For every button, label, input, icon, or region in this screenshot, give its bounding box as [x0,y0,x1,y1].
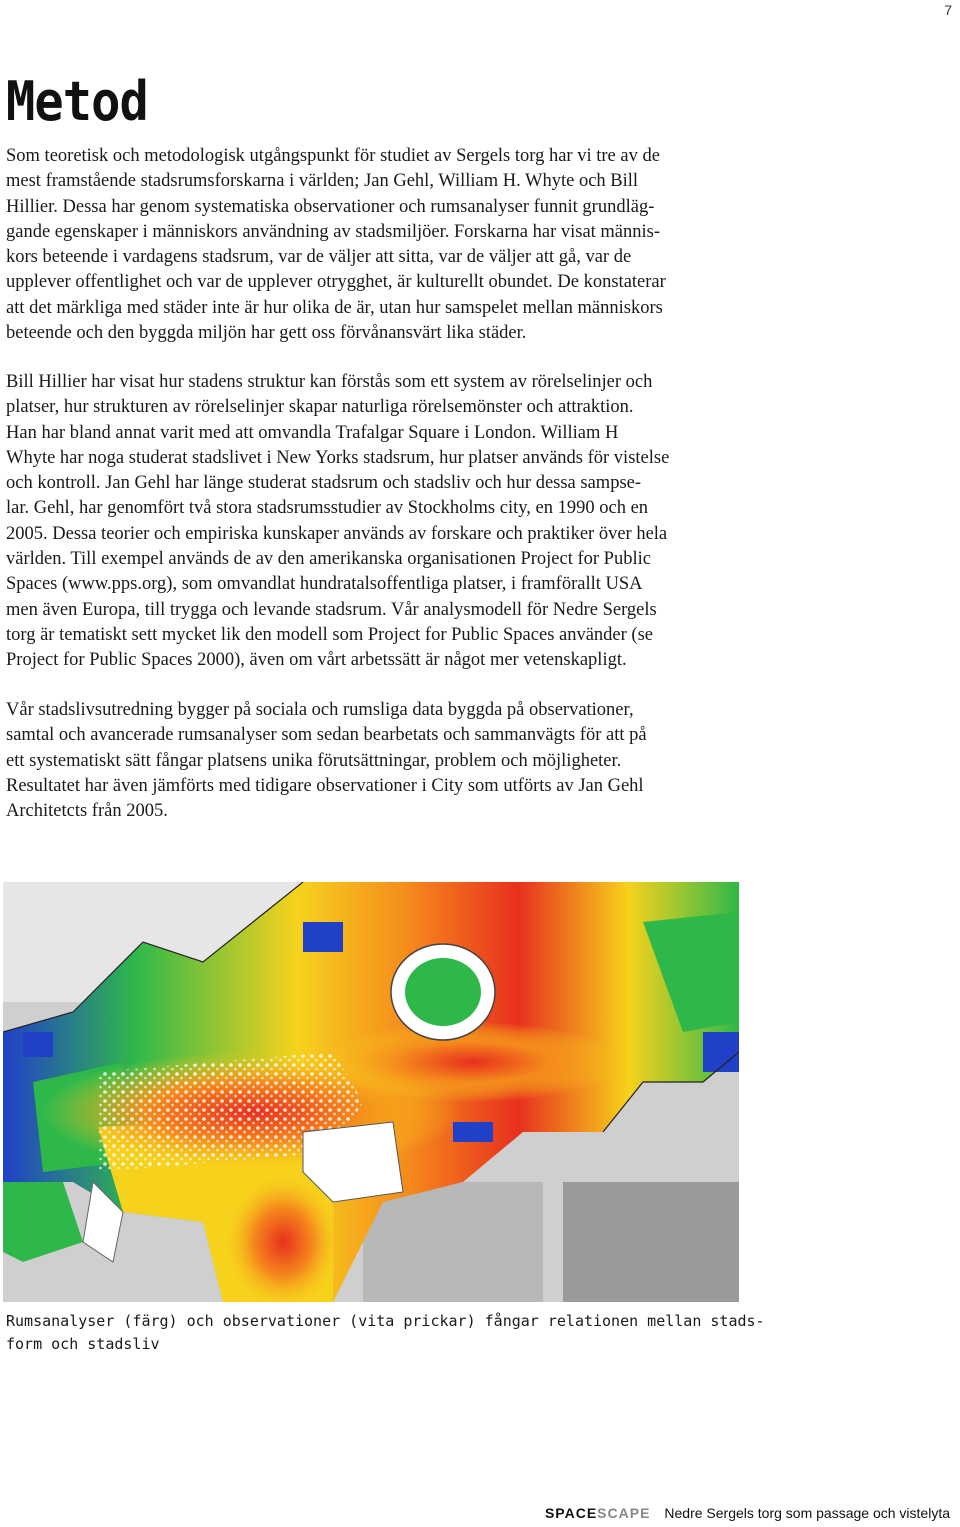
heatmap-graphic [3,882,739,1302]
text-line: Spaces (www.pps.org), som omvandlat hundratalsoffentliga platser, i framförallt USA [6,574,643,595]
text-line: lar. Gehl, har genomfört två stora stadsrumsstudier av Stockholms city, en 1990 och en [6,498,649,519]
brand-logo-part1: SPACE [544,1505,598,1521]
low-zone [303,922,343,952]
low-zone [453,1122,493,1142]
text-line: Hillier. Dessa har genom systematiska observationer och rumsanalyser funnit grundläg- [6,196,655,217]
text-line: världen. Till exempel används de av den amerikanska organisationen Project for Public [6,549,651,570]
low-zone [703,1032,739,1072]
paragraph-1 [6,144,946,346]
text-line: kors beteende i vardagens stadsrum, var de väljer att sitta, var de väljer att gå, var de [6,247,632,268]
text-line: Resultatet har även jämförts med tidigare observationer i City som utförts av Jan Gehl [6,775,644,796]
text-line: torg är tematiskt sett mycket lik den modell som Project for Public Spaces använder (se [6,624,654,645]
text-line: mest framstående stadsrumsforskarna i världen; Jan Gehl, William H. Whyte och Bill [6,171,639,192]
text-line: Han har bland annat varit med att omvandla Trafalgar Square i London. William H [6,422,619,443]
text-line: platser, hur strukturen av rörelselinjer skapar naturliga rörelsemönster och attraktion. [6,397,634,418]
text-line: samtal och avancerade rumsanalyser som sedan bearbetats och sammanvägts för att på [6,725,647,746]
text-line: Architetcts från 2005. [6,801,168,822]
caption-line: form och stadsliv [6,1335,160,1353]
text-line: men även Europa, till trygga och levande stadsrum. Vår analysmodell för Nedre Sergels [6,599,657,620]
text-line: Whyte har noga studerat stadslivet i New Yorks stadsrum, hur platser används för vistelse [6,447,670,468]
low-zone [23,1032,53,1057]
figure-caption [6,1310,765,1356]
page-number: 7 [944,2,952,18]
building-block [563,1182,739,1302]
brand-logo-part2: SCAPE [597,1505,651,1521]
roundabout-center [405,958,481,1026]
page-footer [545,1505,950,1521]
text-line: att det märkliga med städer inte är hur olika de är, utan hur samspelet mellan människors [6,297,663,318]
text-line: ett systematiskt sätt fångar platsens unika förutsättningar, problem och möjligheter. [6,750,622,771]
heat-hotspot [323,1022,623,1102]
text-line: upplever offentlighet och var de upplever otrygghet, är kulturellt obundet. De konstaterar [6,272,666,293]
text-line: gande egenskaper i människors användning av stadsmiljöer. Forskarna har visat männis- [6,221,661,242]
text-line: Vår stadslivsutredning bygger på sociala och rumsliga data byggda på observationer, [6,700,634,720]
caption-line: Rumsanalyser (färg) och observationer (vita prickar) fångar relationen mellan stads- [6,1312,765,1330]
paragraph-3 [6,698,946,824]
text-line: och kontroll. Jan Gehl har länge studerat stadsrum och stadsliv och hur dessa sampse- [6,473,642,494]
text-line: Som teoretisk och metodologisk utgångspunkt för studiet av Sergels torg har vi tre av de [6,146,660,166]
footer-title: Nedre Sergels torg som passage och vistelytа [664,1505,950,1521]
text-line: beteende och den byggda miljön har gett oss förvånansvärt lika städer. [6,323,527,344]
page-title: Metod [6,70,148,133]
paragraph-2 [6,370,946,674]
text-line: Bill Hillier har visat hur stadens struktur kan förstås som ett system av rörelselinjer och [6,372,653,392]
text-line: Project for Public Spaces 2000), även om vårt arbetssätt är något mer vetenskapligt. [6,650,627,671]
space-analysis-map [3,882,739,1302]
text-line: 2005. Dessa teorier och empiriska kunskaper används av forskare och praktiker över hela [6,523,668,544]
